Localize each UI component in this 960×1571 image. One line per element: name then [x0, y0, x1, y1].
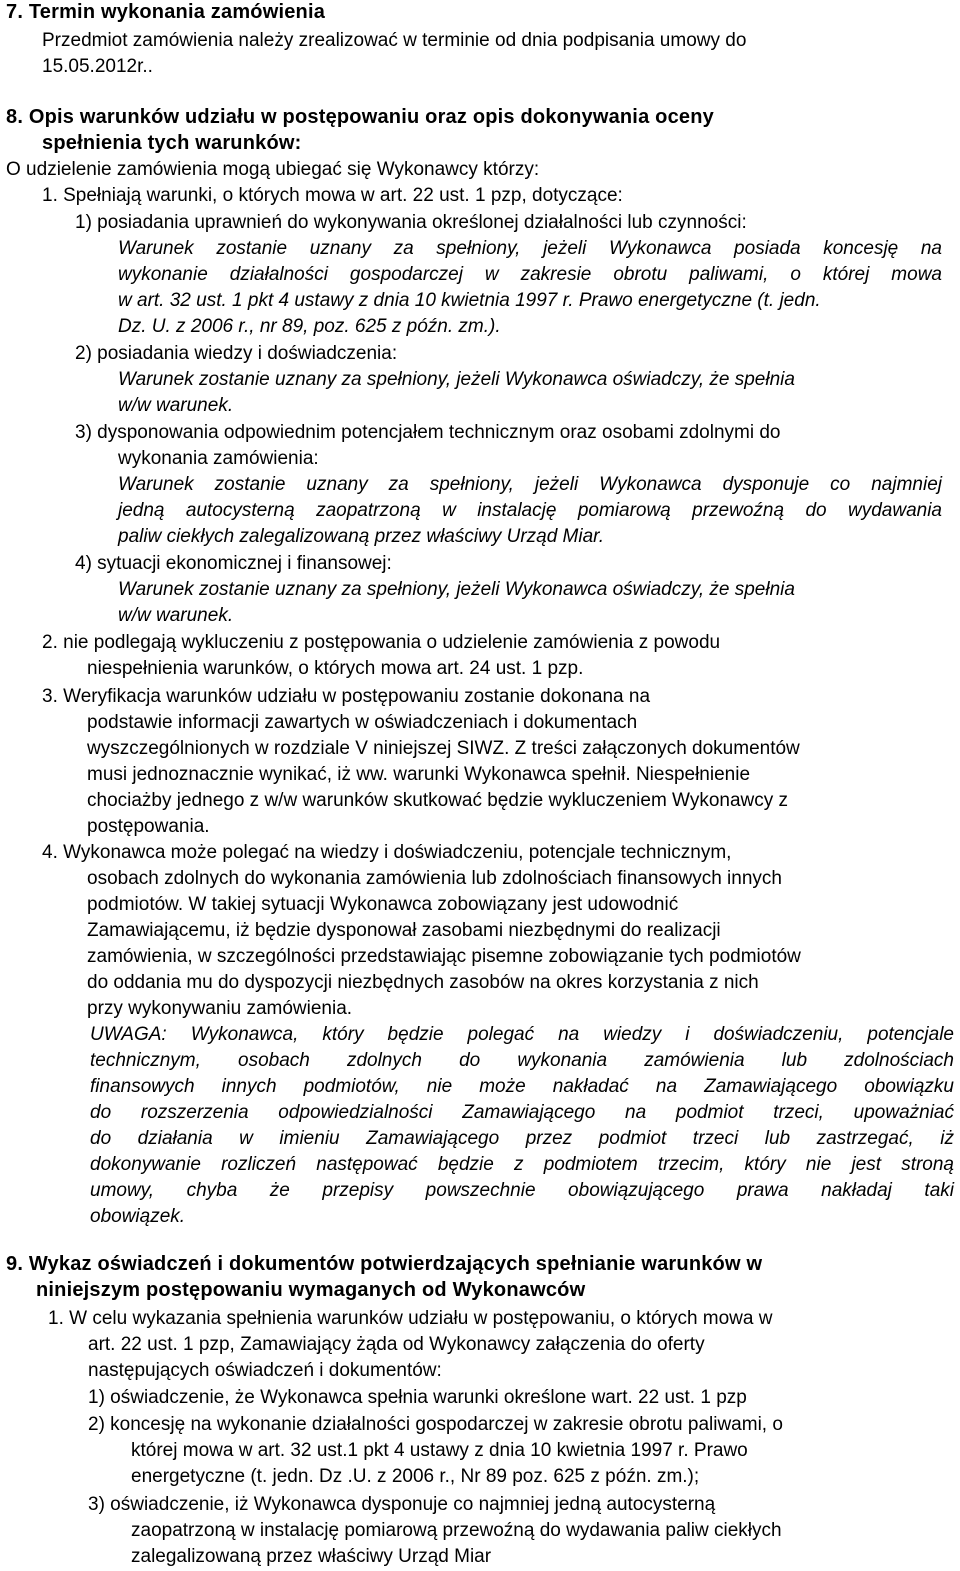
- condition-text-line: Warunek zostanie uznany za spełniony, jeżeli Wykonawca oświadczy, że spełnia: [118, 579, 795, 600]
- list-item: 3. Weryfikacja warunków udziału w postępowaniu zostanie dokonana na: [42, 686, 651, 707]
- list-item-line: postępowania.: [87, 816, 210, 837]
- list-item-line: następujących oświadczeń i dokumentów:: [88, 1360, 442, 1381]
- section-8-heading: 8. Opis warunków udziału w postępowaniu oraz opis dokonywania oceny: [6, 106, 714, 128]
- document-item-line: zalegalizowaną przez właściwy Urząd Miar: [131, 1546, 492, 1567]
- note-text-line: umowy, chyba że przepisy powszechnie obowiązującego prawa nakładaj taki: [90, 1180, 954, 1201]
- list-item-line: osobach zdolnych do wykonania zamówienia lub zdolnościach finansowych innych: [87, 868, 782, 889]
- condition-text-line: wykonanie działalności gospodarczej w zakresie obrotu paliwami, o której mowa: [118, 264, 942, 285]
- note-text-line: obowiązek.: [90, 1206, 186, 1227]
- document-item: 3) oświadczenie, iż Wykonawca dysponuje co najmniej jedną autocysterną: [88, 1494, 716, 1515]
- list-item-line: podstawie informacji zawartych w oświadczeniach i dokumentach: [87, 712, 638, 733]
- section-8-intro: O udzielenie zamówienia mogą ubiegać się Wykonawcy którzy:: [6, 159, 540, 180]
- condition-text-line: wykonania zamówienia:: [118, 448, 319, 469]
- document-item: 1) oświadczenie, że Wykonawca spełnia warunki określone wart. 22 ust. 1 pzp: [88, 1387, 747, 1408]
- condition-text-line: w/w warunek.: [118, 395, 234, 416]
- list-item: 1. W celu wykazania spełnienia warunków udziału w postępowaniu, o których mowa w: [48, 1308, 773, 1329]
- list-item-line: podmiotów. W takiej sytuacji Wykonawca zobowiązany jest udowodnić: [87, 894, 679, 915]
- list-item: 2. nie podlegają wykluczeniu z postępowania o udzielenie zamówienia z powodu: [42, 632, 721, 653]
- condition-text-line: paliw ciekłych zalegalizowaną przez właściwy Urząd Miar.: [118, 526, 605, 547]
- condition-item: 3) dysponowania odpowiednim potencjałem technicznym oraz osobami zdolnymi do: [75, 422, 781, 443]
- condition-text-line: Warunek zostanie uznany za spełniony, jeżeli Wykonawca dysponuje co najmniej: [118, 474, 942, 495]
- condition-text-line: w art. 32 ust. 1 pkt 4 ustawy z dnia 10 kwietnia 1997 r. Prawo energetyczne (t. jedn.: [118, 290, 821, 311]
- section-8-heading: spełnienia tych warunków:: [42, 132, 302, 154]
- note-text-line: technicznym, osobach zdolnych do wykonania zamówienia lub zdolnościach: [90, 1050, 954, 1071]
- note-text-line: dokonywanie rozliczeń następować będzie z podmiotem trzecim, który nie jest stroną: [90, 1154, 954, 1175]
- list-item-line: przy wykonywaniu zamówienia.: [87, 998, 353, 1019]
- condition-text-line: Warunek zostanie uznany za spełniony, jeżeli Wykonawca posiada koncesję na: [118, 238, 942, 259]
- condition-item: 4) sytuacji ekonomicznej i finansowej:: [75, 553, 392, 574]
- note-text-line: UWAGA: Wykonawca, który będzie polegać na wiedzy i doświadczeniu, potencjale: [90, 1024, 954, 1045]
- document-item: 2) koncesję na wykonanie działalności gospodarczej w zakresie obrotu paliwami, o: [88, 1414, 783, 1435]
- condition-text-line: Dz. U. z 2006 r., nr 89, poz. 625 z późn. zm.).: [118, 316, 501, 337]
- condition-text-line: Warunek zostanie uznany za spełniony, jeżeli Wykonawca oświadczy, że spełnia: [118, 369, 795, 390]
- list-item: 1. Spełniają warunki, o których mowa w art. 22 ust. 1 pzp, dotyczące:: [42, 185, 623, 206]
- condition-text-line: jedną autocysterną zaopatrzoną w instalację pomiarową przewoźną do wydawania: [118, 500, 942, 521]
- note-text-line: do działania w imieniu Zamawiającego przez podmiot trzeci lub zastrzegać, iż: [90, 1128, 954, 1149]
- document-item-line: energetyczne (t. jedn. Dz .U. z 2006 r., Nr 89 poz. 625 z późn. zm.);: [131, 1466, 700, 1487]
- list-item: 4. Wykonawca może polegać na wiedzy i doświadczeniu, potencjale technicznym,: [42, 842, 732, 863]
- section-7-text-line: 15.05.2012r..: [42, 56, 153, 77]
- note-text-line: do rozszerzenia odpowiedzialności Zamawiającego na podmiot trzeci, upoważniać: [90, 1102, 954, 1123]
- document-item-line: której mowa w art. 32 ust.1 pkt 4 ustawy z dnia 10 kwietnia 1997 r. Prawo: [131, 1440, 748, 1461]
- section-7-heading: 7. Termin wykonania zamówienia: [6, 1, 326, 23]
- list-item-line: musi jednoznacznie wynikać, iż ww. warunki Wykonawca spełnił. Niespełnienie: [87, 764, 751, 785]
- list-item-line: do oddania mu do dyspozycji niezbędnych zasobów na okres korzystania z nich: [87, 972, 759, 993]
- section-9-heading: niniejszym postępowaniu wymaganych od Wykonawców: [36, 1279, 586, 1301]
- section-7-text-line: Przedmiot zamówienia należy zrealizować w terminie od dnia podpisania umowy do: [42, 30, 747, 51]
- document-item-line: zaopatrzoną w instalację pomiarową przewoźną do wydawania paliw ciekłych: [131, 1520, 782, 1541]
- list-item-line: wyszczególnionych w rozdziale V niniejszej SIWZ. Z treści załączonych dokumentów: [87, 738, 800, 759]
- note-text-line: finansowych innych podmiotów, nie może nakładać na Zamawiającego obowiązku: [90, 1076, 954, 1097]
- list-item-line: art. 22 ust. 1 pzp, Zamawiający żąda od Wykonawcy załączenia do oferty: [88, 1334, 705, 1355]
- condition-text-line: w/w warunek.: [118, 605, 234, 626]
- list-item-line: zamówienia, w szczególności przedstawiając pisemne zobowiązanie tych podmiotów: [87, 946, 801, 967]
- list-item-line: Zamawiającemu, iż będzie dysponował zasobami niezbędnymi do realizacji: [87, 920, 721, 941]
- list-item-line: chociażby jednego z w/w warunków skutkować będzie wykluczeniem Wykonawcy z: [87, 790, 789, 811]
- condition-item: 1) posiadania uprawnień do wykonywania określonej działalności lub czynności:: [75, 212, 747, 233]
- list-item-line: niespełnienia warunków, o których mowa art. 24 ust. 1 pzp.: [87, 658, 584, 679]
- section-9-heading: 9. Wykaz oświadczeń i dokumentów potwierdzających spełnianie warunków w: [6, 1253, 763, 1275]
- condition-item: 2) posiadania wiedzy i doświadczenia:: [75, 343, 398, 364]
